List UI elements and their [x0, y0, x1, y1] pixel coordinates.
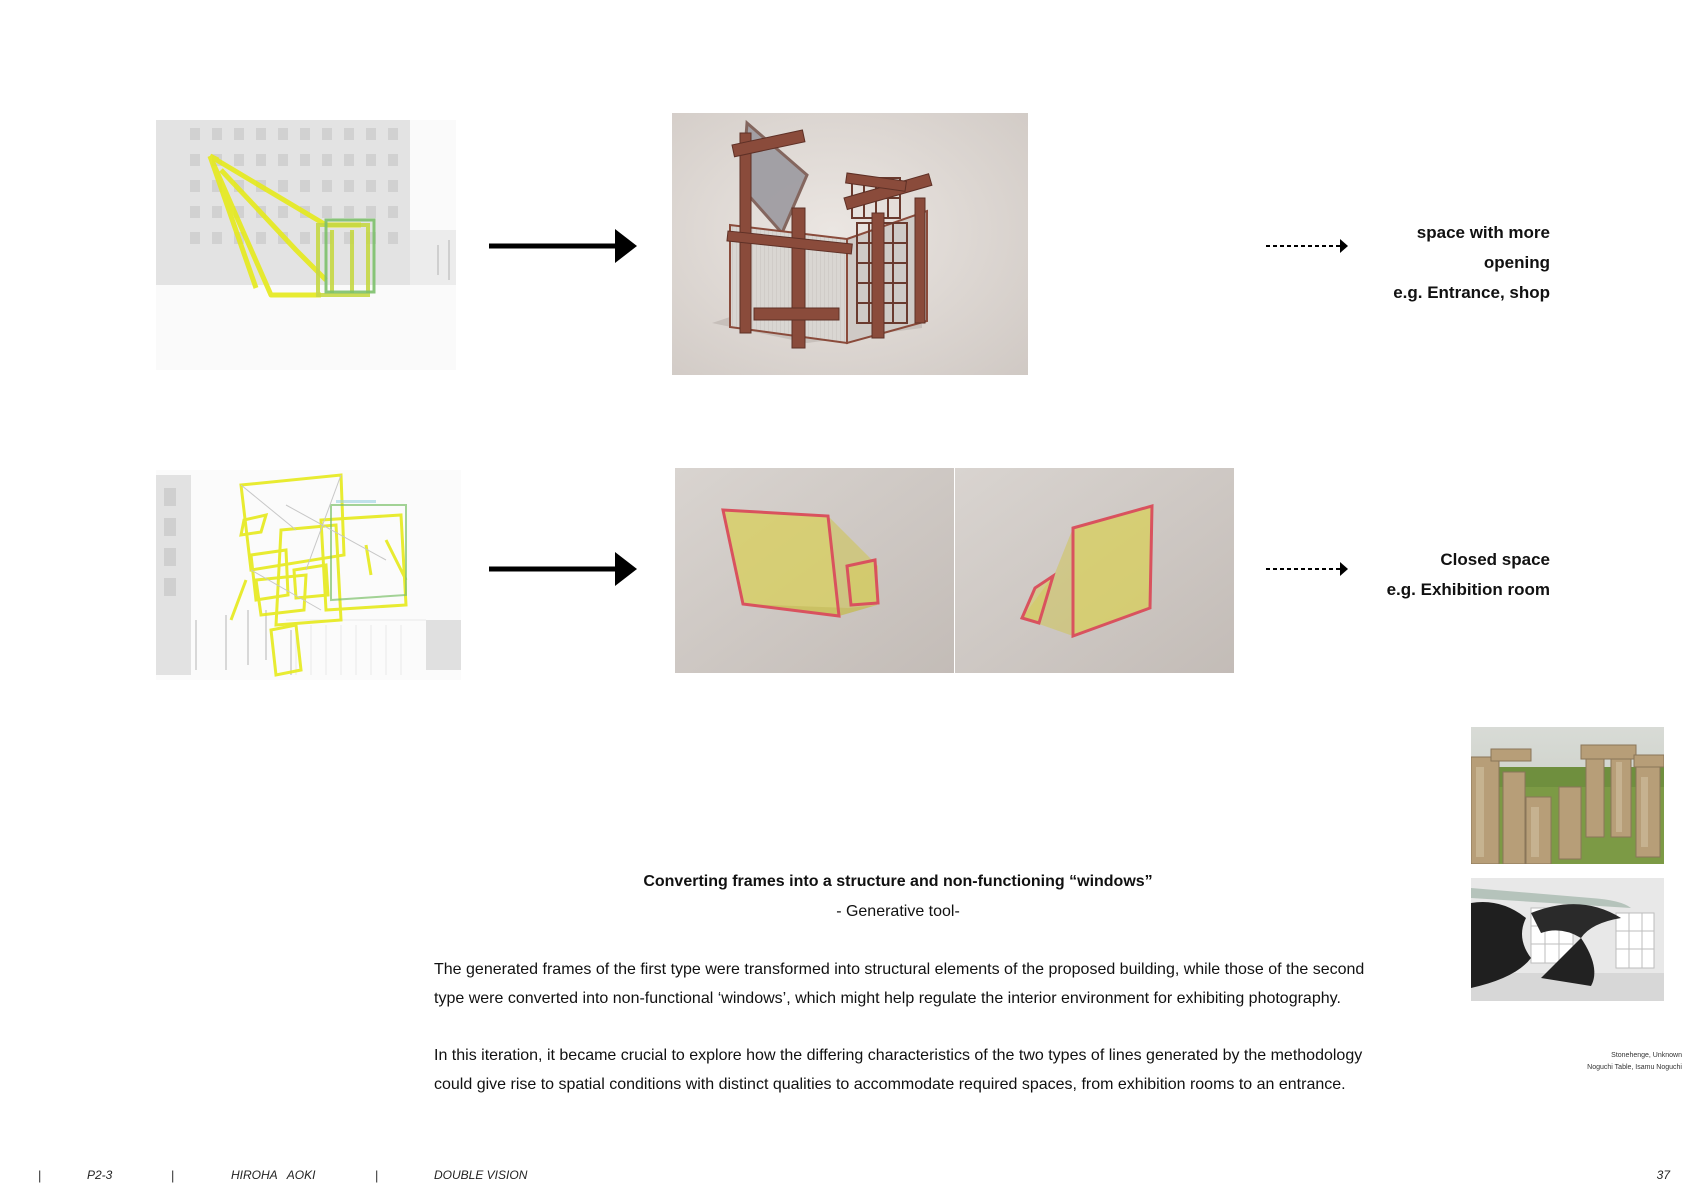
transform-arrow-row1 — [489, 226, 639, 266]
page-number: 37 — [1656, 1168, 1670, 1182]
reference-image-stonehenge — [1471, 727, 1664, 864]
label-line: opening — [1483, 253, 1550, 272]
footer-section: P2-3 — [87, 1168, 113, 1182]
footer-project: DOUBLE VISION — [434, 1168, 528, 1182]
section-title: Converting frames into a structure and non-functioning “windows” — [643, 873, 1153, 890]
label-line: e.g. Entrance, shop — [1393, 283, 1550, 302]
reference-image-noguchi-table — [1471, 878, 1664, 1001]
label-line: space with more — [1416, 223, 1550, 242]
credit-line: Noguchi Table, Isamu Noguchi — [1587, 1064, 1682, 1071]
window-render-right — [955, 468, 1234, 673]
footer-author: HIROHA AOKI — [231, 1168, 316, 1182]
footer-divider: | — [375, 1168, 379, 1183]
label-line: e.g. Exhibition room — [1386, 580, 1550, 599]
window-render-left — [675, 468, 954, 673]
section-subtitle: - Generative tool- — [836, 903, 960, 920]
footer-divider: | — [171, 1168, 175, 1183]
frame-sketch-type2 — [156, 470, 461, 680]
space-type-label-closed — [1300, 545, 1550, 605]
space-type-label-opening — [1300, 218, 1550, 308]
body-paragraph-1: The generated frames of the first type were transformed into structural elements of the proposed building, while those of the second type were converted into non-functional ‘windows’, which might help regulate the interior environment for exhibiting photography. — [434, 961, 1365, 1007]
label-line: Closed space — [1440, 550, 1550, 569]
footer-divider: | — [38, 1168, 42, 1183]
structure-render — [672, 113, 1028, 375]
credit-line: Stonehenge, Unknown — [1611, 1052, 1682, 1059]
image-credits — [1540, 1050, 1682, 1074]
body-paragraph-2: In this iteration, it became crucial to explore how the differing characteristics of the two types of lines generated by the methodology could give rise to spatial conditions with distinct qualities to accommodate required spaces, from exhibition rooms to an entrance. — [434, 1047, 1363, 1093]
frame-sketch-type1 — [156, 120, 456, 370]
transform-arrow-row2 — [489, 549, 639, 589]
